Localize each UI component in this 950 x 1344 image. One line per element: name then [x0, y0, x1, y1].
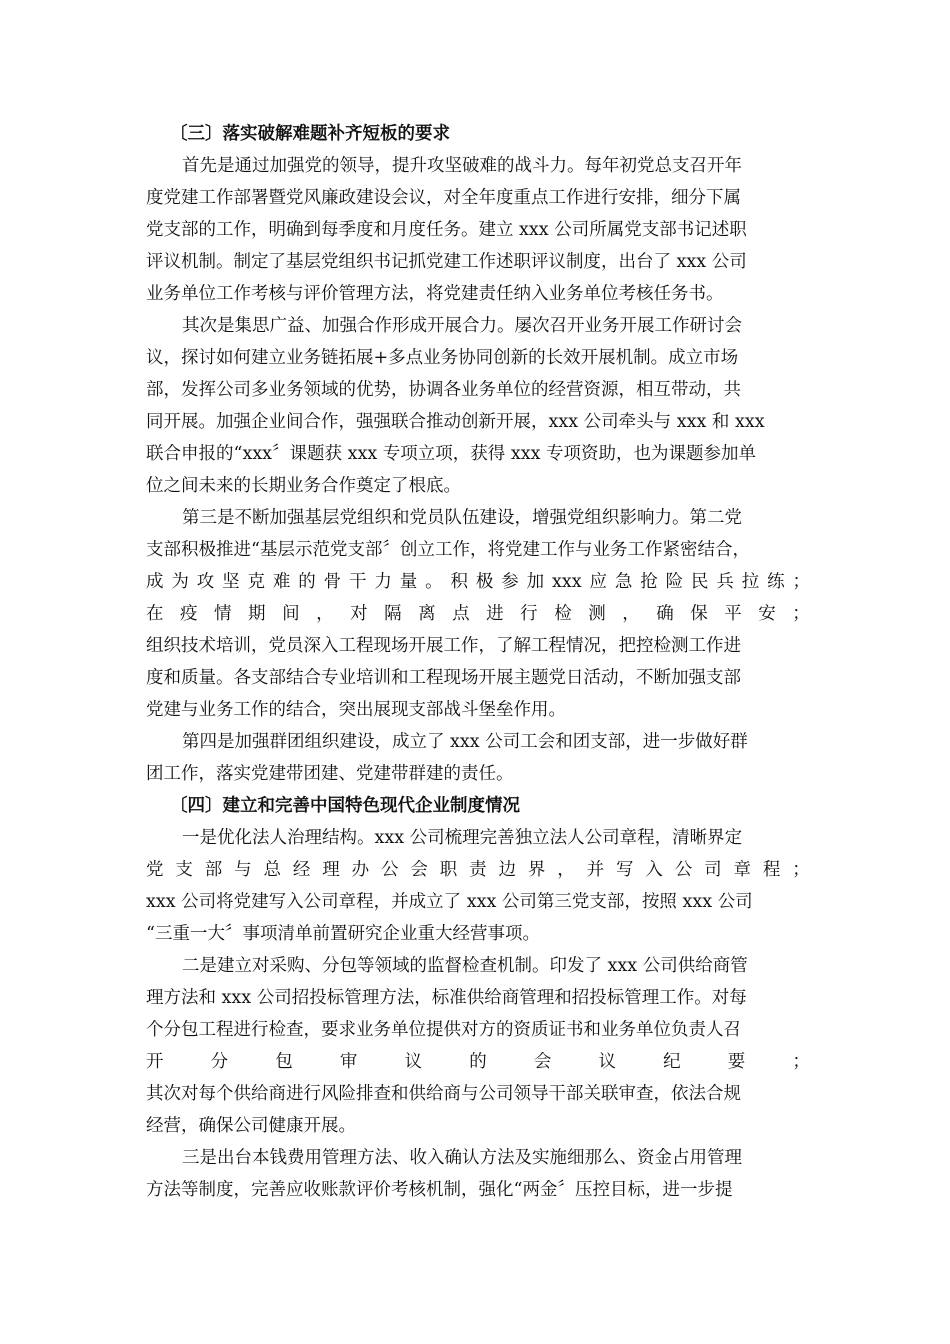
paragraph-line: 首先是通过加强党的领导，提升攻坚破难的战斗力。每年初党总支召开年 [182, 156, 742, 176]
justified-token: 支 [175, 860, 193, 880]
justified-token: 安 [758, 604, 776, 624]
justified-token: 测 [588, 604, 606, 624]
justified-token: 理 [322, 860, 340, 880]
justified-token: 对 [350, 604, 368, 624]
justified-token: 党 [146, 860, 164, 880]
justified-token: 间 [282, 604, 300, 624]
paragraph-line: 经营，确保公司健康开展。 [146, 1116, 356, 1136]
paragraph-line: 理方法和 xxx 公司招投标管理方法，标准供给商管理和招投标管理工作。对每 [146, 988, 747, 1008]
justified-token: 纪 [663, 1052, 681, 1072]
justified-token: 积 [450, 572, 468, 592]
justified-token: ， [316, 604, 334, 624]
justified-token: 期 [248, 604, 266, 624]
justified-token: 成 [146, 572, 164, 592]
justified-token: 克 [247, 572, 265, 592]
justified-token: 平 [724, 604, 742, 624]
justified-token: 参 [501, 572, 519, 592]
paragraph-line: 三是出台本钱费用管理方法、收入确认方法及实施细那么、资金占用管理 [182, 1148, 742, 1168]
paragraph-line: 其次是集思广益、加强合作形成开展合力。屡次召开业务开展工作研讨会 [182, 316, 742, 336]
justified-token: 离 [418, 604, 436, 624]
paragraph-line: 同开展。加强企业间合作，强强联合推动创新开展，xxx 公司牵头与 xxx 和 xxx [146, 412, 765, 432]
justified-token: 分 [210, 1052, 229, 1072]
justified-token: 并 [586, 860, 605, 880]
justified-token: 公 [381, 860, 399, 880]
paragraph-line: 二是建立对采购、分包等领域的监督检查机制。印发了 xxx 公司供给商管 [182, 956, 748, 976]
justified-token: 总 [263, 860, 281, 880]
document-page [146, 118, 810, 1206]
justified-token: 保 [690, 604, 708, 624]
paragraph-line: 评议机制。制定了基层党组织书记抓党建工作述职评议制度，出台了 xxx 公司 [146, 252, 747, 272]
paragraph-line: 第四是加强群团组织建设，成立了 xxx 公司工会和团支部，进一步做好群 [182, 732, 748, 752]
justified-token: 司 [704, 860, 722, 880]
justified-token: 经 [292, 860, 311, 880]
paragraph-line: 组织技术培训，党员深入工程现场开展工作，了解工程情况，把控检测工作进 [146, 636, 741, 656]
justified-token: 干 [349, 572, 367, 592]
justified-token: 在 [146, 604, 164, 624]
paragraph-line: 度和质量。各支部结合专业培训和工程现场开展主题党日活动，不断加强支部 [146, 668, 741, 688]
justified-token: 行 [520, 604, 538, 624]
justified-token: 议 [598, 1052, 616, 1072]
paragraph-line: 团工作，落实党建带团建、党建带群建的责任。 [146, 764, 514, 784]
paragraph-line: 一是优化法人治理结构。xxx 公司梳理完善独立法人公司章程，清晰界定 [182, 828, 743, 848]
justified-token: 议 [404, 1052, 423, 1072]
justified-token: 写 [616, 860, 634, 880]
justified-line [146, 566, 810, 598]
justified-token: 包 [275, 1052, 293, 1072]
justified-token: 极 [475, 572, 494, 592]
paragraph-line: xxx 公司将党建写入公司章程，并成立了 xxx 公司第三党支部，按照 xxx 公司 [146, 892, 753, 912]
paragraph-line: 业务单位工作考核与评价管理方法，将党建责任纳入业务单位考核任务书。 [146, 284, 724, 304]
justified-token: 办 [351, 860, 370, 880]
justified-token: 为 [171, 572, 189, 592]
paragraph-line: 位之间未来的长期业务合作奠定了根底。 [146, 476, 461, 496]
justified-token: 界 [527, 860, 546, 880]
justified-token: 部 [204, 860, 223, 880]
justified-line [146, 1046, 810, 1078]
justified-token: 力 [374, 572, 392, 592]
justified-token: 练 [767, 572, 785, 592]
paragraph-line: 党支部的工作，明确到每季度和月度任务。建立 xxx 公司所属党支部书记述职 [146, 220, 747, 240]
justified-token: 疫 [180, 604, 198, 624]
justified-token: 应 [589, 572, 607, 592]
justified-token: 骨 [323, 572, 342, 592]
justified-token: 边 [498, 860, 516, 880]
justified-token: 。 [425, 572, 443, 592]
justified-token: 难 [272, 572, 291, 592]
justified-token: 责 [469, 860, 487, 880]
justified-token: ； [792, 1052, 810, 1072]
justified-token: 加 [526, 572, 545, 592]
justified-token: ； [792, 604, 810, 624]
justified-token: xxx [552, 572, 582, 592]
justified-token: 职 [439, 860, 458, 880]
paragraph-line: 度党建工作部署暨党风廉政建设会议，对全年度重点工作进行安排，细分下属 [146, 188, 741, 208]
justified-token: ； [792, 860, 810, 880]
justified-token: 险 [665, 572, 684, 592]
paragraph-line: 其次对每个供给商进行风险排查和供给商与公司领导干部关联审查，依法合规 [146, 1084, 741, 1104]
justified-token: 要 [727, 1052, 746, 1072]
justified-token: 民 [690, 572, 709, 592]
paragraph-line: “三重一大〞事项清单前置研究企业重大经营事项。 [146, 924, 540, 944]
justified-token: 检 [554, 604, 572, 624]
paragraph-line: 议，探讨如何建立业务链拓展+多点业务协同创新的长效开展机制。成立市场 [146, 348, 739, 368]
justified-line [146, 854, 810, 886]
justified-token: 点 [452, 604, 470, 624]
justified-token: 进 [486, 604, 504, 624]
justified-token: 审 [339, 1052, 358, 1072]
justified-token: 与 [234, 860, 252, 880]
justified-line [146, 598, 810, 630]
justified-token: 开 [146, 1052, 164, 1072]
justified-token: 拉 [741, 572, 760, 592]
section-3-heading: 〔三〕落实破解难题补齐短板的要求 [170, 124, 450, 144]
justified-token: 会 [410, 860, 428, 880]
justified-token: 量 [399, 572, 418, 592]
justified-token: 坚 [222, 572, 240, 592]
justified-token: 兵 [716, 572, 734, 592]
justified-token: ， [557, 860, 575, 880]
justified-token: 的 [298, 572, 316, 592]
justified-token: 会 [533, 1052, 552, 1072]
paragraph-line: 党建与业务工作的结合，突出展现支部战斗堡垒作用。 [146, 700, 566, 720]
paragraph-line: 方法等制度，完善应收账款评价考核机制，强化“两金〞压控目标，进一步提 [146, 1180, 733, 1200]
justified-token: ； [792, 572, 810, 592]
paragraph-line: 个分包工程进行检查，要求业务单位提供对方的资质证书和业务单位负责人召 [146, 1020, 741, 1040]
justified-token: 的 [469, 1052, 487, 1072]
section-4-heading: 〔四〕建立和完善中国特色现代企业制度情况 [170, 796, 520, 816]
paragraph-line: 支部积极推进“基层示范党支部〞创立工作，将党建工作与业务工作紧密结合， [146, 540, 750, 560]
justified-token: ， [622, 604, 640, 624]
justified-token: 章 [733, 860, 751, 880]
paragraph-line: 联合申报的“xxx〞课题获 xxx 专项立项，获得 xxx 专项资助，也为课题参加单 [146, 444, 757, 464]
justified-token: 隔 [384, 604, 402, 624]
justified-token: 抢 [640, 572, 658, 592]
paragraph-line: 部，发挥公司多业务领域的优势，协调各业务单位的经营资源，相互带动，共 [146, 380, 741, 400]
justified-token: 急 [614, 572, 633, 592]
justified-token: 攻 [196, 572, 215, 592]
justified-token: 情 [214, 604, 232, 624]
justified-token: 公 [674, 860, 693, 880]
justified-token: 程 [762, 860, 781, 880]
justified-token: 入 [645, 860, 663, 880]
justified-token: 确 [656, 604, 674, 624]
paragraph-line: 第三是不断加强基层党组织和党员队伍建设，增强党组织影响力。第二党 [182, 508, 742, 528]
